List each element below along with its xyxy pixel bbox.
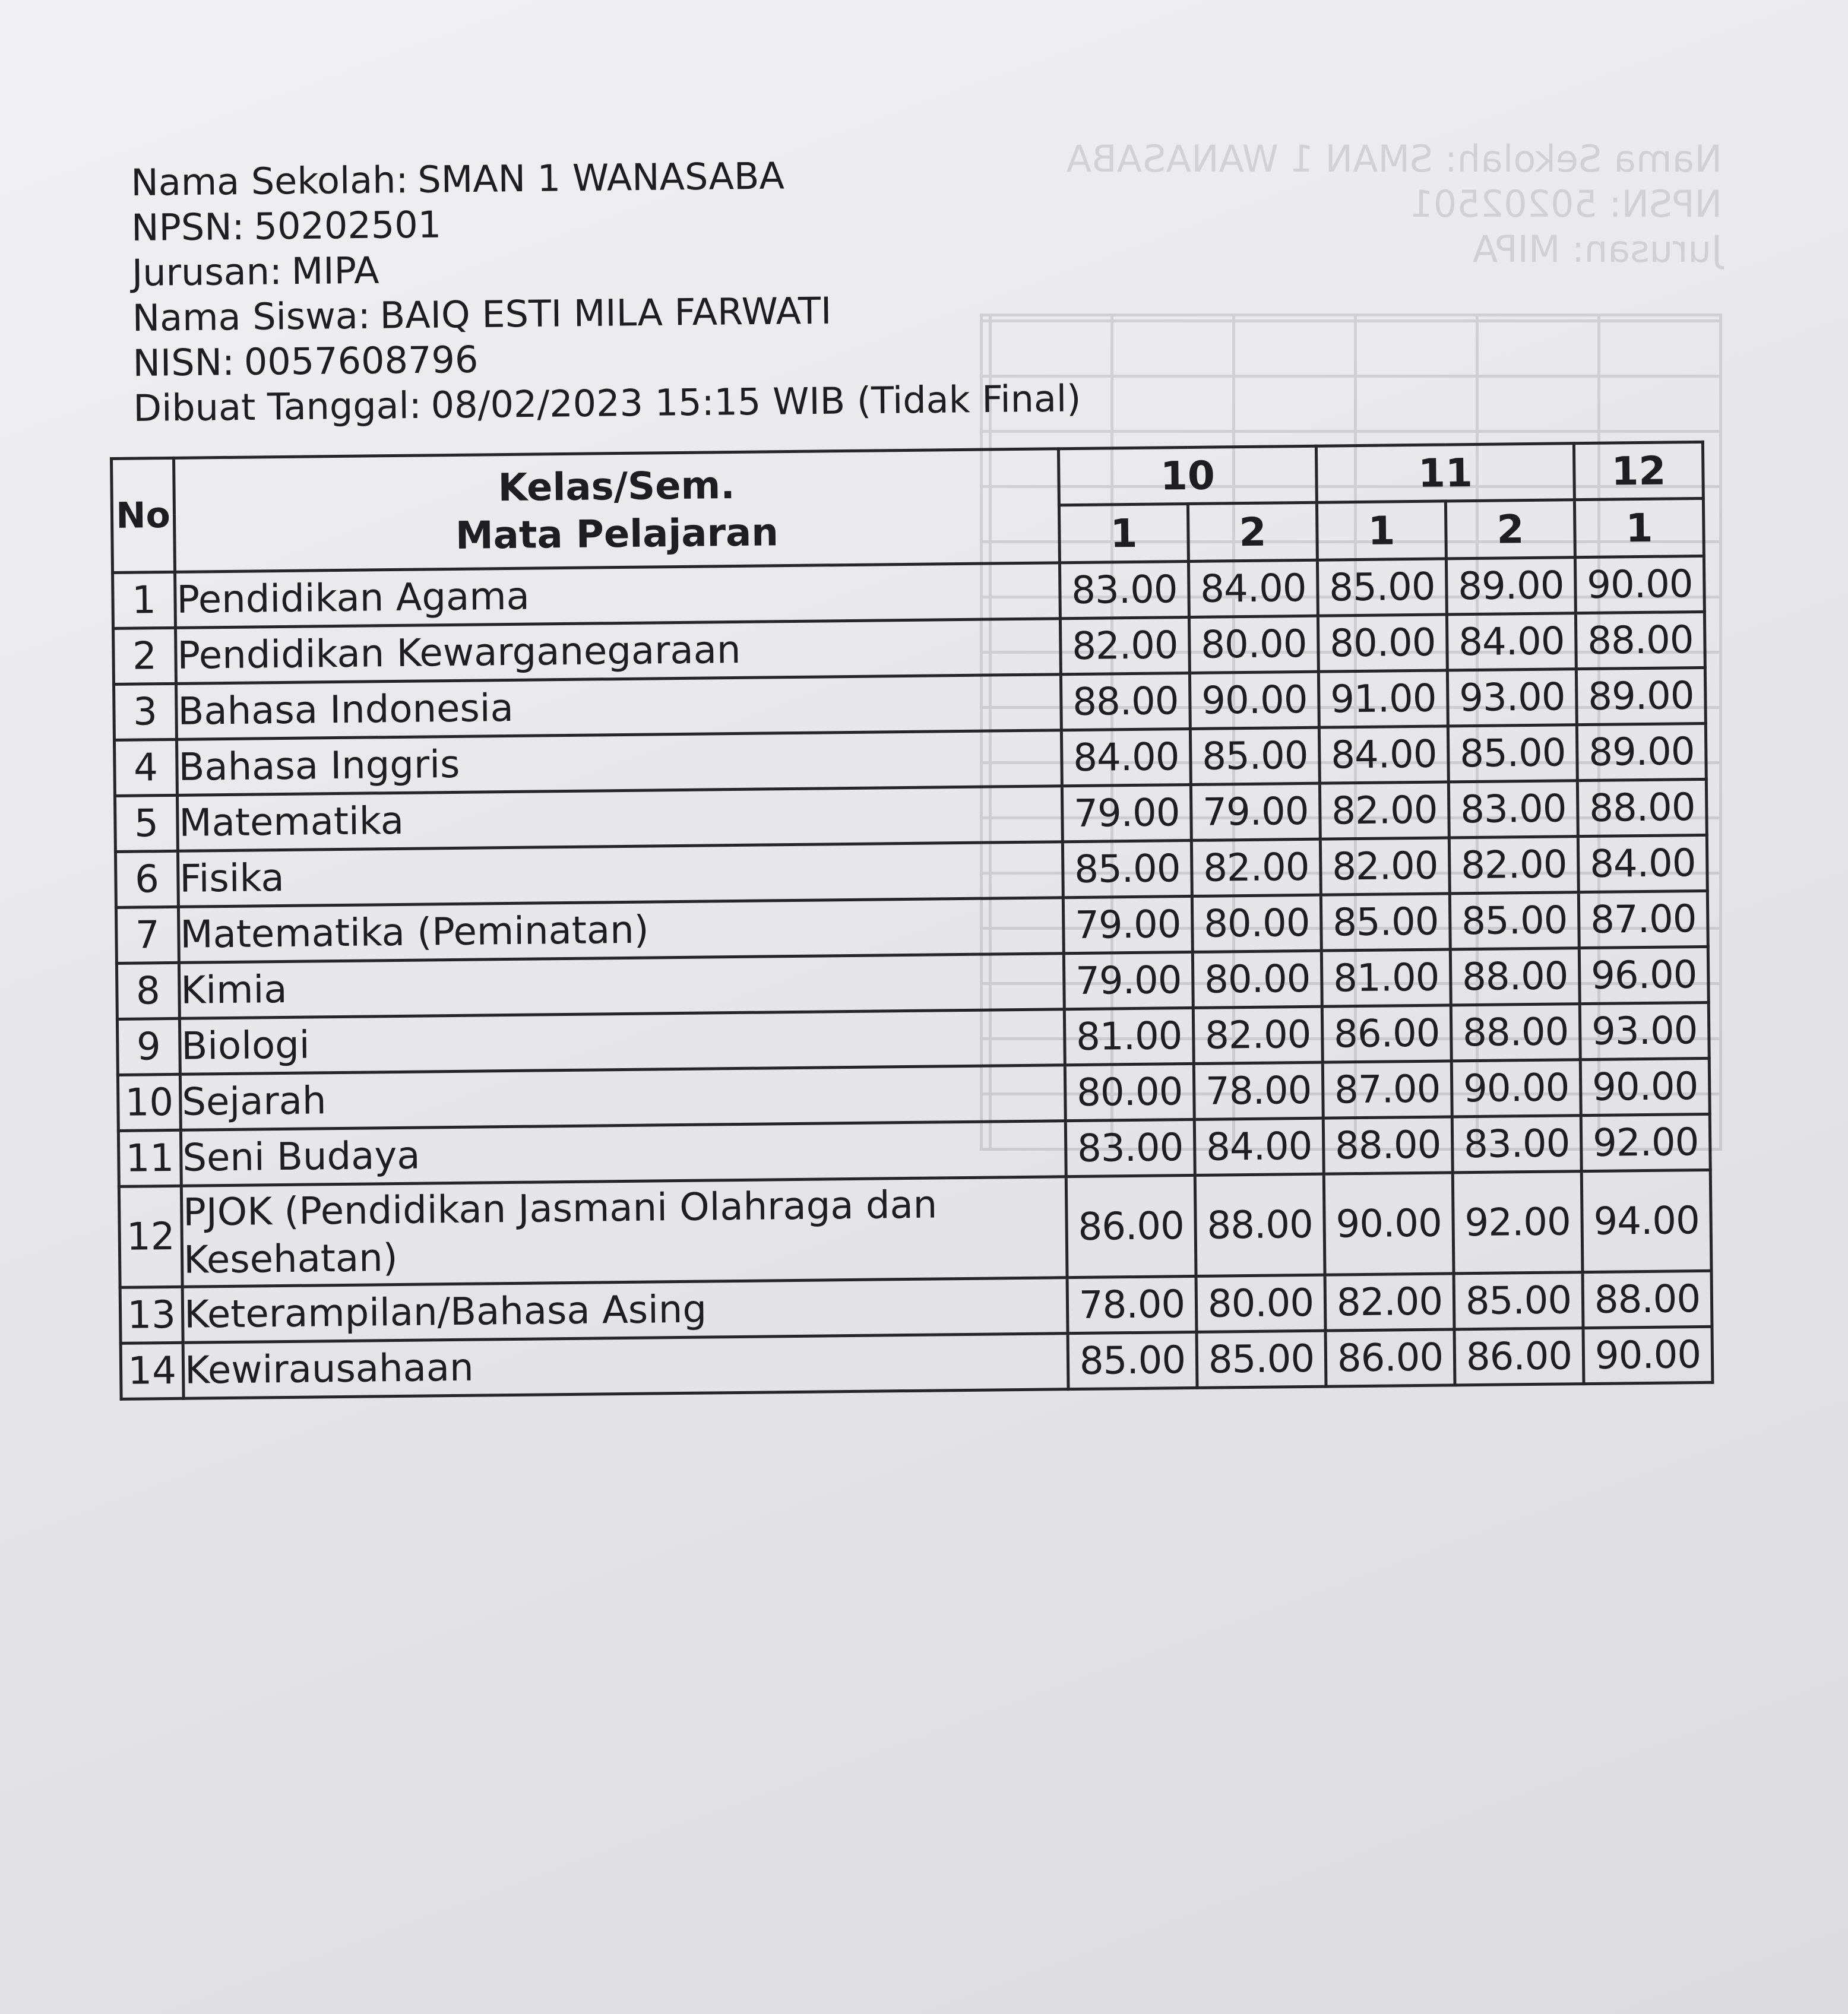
nisn-value: 0057608796 [243,337,479,384]
score-cell: 84.00 [1061,729,1191,786]
score-cell: 84.00 [1194,1118,1324,1175]
score-cell: 89.00 [1576,667,1705,724]
score-cell: 85.00 [1062,840,1192,897]
grades-table-head [112,442,1704,572]
npsn-label: NPSN: [131,205,245,249]
score-cell: 79.00 [1064,952,1193,1009]
subject-name: PJOK (Pendidikan Jasmani Olahraga dan Kesehatan) [181,1177,1067,1287]
score-cell: 93.00 [1447,669,1577,726]
grade-11-semester-1-header: 1 [1317,501,1446,560]
school-name-label: Nama Sekolah: [131,158,409,204]
score-cell: 93.00 [1580,1002,1709,1059]
grade-10-semester-1-header: 1 [1059,504,1188,562]
created-date-label: Dibuat Tanggal: [132,383,422,430]
score-cell: 88.00 [1583,1271,1712,1328]
grade-10-header: 10 [1058,446,1317,505]
score-cell: 79.00 [1191,783,1320,840]
score-cell: 92.00 [1581,1114,1710,1171]
score-cell: 85.00 [1190,727,1319,784]
row-number: 6 [115,851,178,907]
subject-name: Sejarah [180,1065,1065,1130]
subject-name: Keterampilan/Bahasa Asing [182,1278,1068,1343]
score-cell: 79.00 [1062,784,1191,841]
student-name-label: Nama Siswa: [132,293,371,340]
score-cell: 85.00 [1454,1272,1583,1329]
table-row [119,1170,1711,1287]
subject-name: Bahasa Inggris [176,730,1062,796]
score-cell: 83.00 [1452,1116,1581,1173]
student-info-header [131,150,1081,431]
school-name-value: SMAN 1 WANASABA [417,154,785,201]
student-name-value: BAIQ ESTI MILA FARWATI [379,289,832,337]
score-cell: 84.00 [1319,726,1448,783]
score-cell: 78.00 [1194,1062,1323,1119]
grade-11-semester-2-header: 2 [1445,500,1575,559]
subject-name: Kimia [179,954,1064,1019]
major-value: MIPA [291,248,379,293]
score-cell: 82.00 [1319,782,1449,839]
grade-12-semester-1-header: 1 [1574,498,1704,557]
row-number: 8 [116,962,179,1019]
row-number: 14 [121,1342,183,1399]
subject-name: Pendidikan Kewarganegaraan [176,619,1061,684]
score-cell: 90.00 [1580,1058,1710,1115]
created-date-value: 08/02/2023 15:15 WIB (Tidak Final) [431,376,1081,427]
subject-name: Biologi [179,1009,1065,1075]
row-number: 13 [120,1287,183,1343]
subject-header-line2: Mata Pelajaran [455,510,779,558]
score-cell: 89.00 [1446,558,1575,615]
subject-name: Matematika [177,786,1062,851]
subject-header-line1: Kelas/Sem. [498,463,735,510]
subject-name: Pendidikan Agama [175,563,1061,628]
row-number: 2 [113,628,176,684]
row-number: 7 [116,907,179,963]
score-cell: 88.00 [1323,1117,1453,1174]
score-cell: 82.00 [1320,838,1450,895]
score-cell: 84.00 [1578,835,1707,892]
score-cell: 83.00 [1059,561,1189,618]
score-cell: 83.00 [1448,781,1578,838]
score-cell: 86.00 [1066,1175,1196,1277]
score-cell: 82.00 [1191,839,1321,896]
score-cell: 78.00 [1067,1276,1197,1333]
score-cell: 81.00 [1321,949,1451,1006]
subject-name: Matematika (Peminatan) [178,898,1064,963]
score-cell: 90.00 [1324,1173,1454,1275]
grades-table-body [113,556,1713,1399]
score-cell: 80.00 [1318,615,1447,672]
no-column-header: No [112,458,175,572]
row-number: 11 [118,1130,181,1186]
grades-table-wrapper [110,441,1714,1401]
score-cell: 85.00 [1068,1332,1197,1389]
score-cell: 87.00 [1578,891,1708,948]
grade-11-header: 11 [1316,444,1574,503]
score-cell: 87.00 [1322,1061,1452,1118]
score-cell: 88.00 [1451,1004,1580,1061]
row-number: 3 [114,683,177,740]
row-number: 4 [114,739,177,796]
score-cell: 89.00 [1577,723,1706,780]
score-cell: 84.00 [1188,560,1318,617]
score-cell: 82.00 [1449,837,1578,894]
score-cell: 79.00 [1063,896,1192,953]
nisn-label: NISN: [132,340,235,385]
score-cell: 94.00 [1581,1170,1711,1272]
score-cell: 83.00 [1065,1119,1195,1176]
score-cell: 86.00 [1325,1329,1455,1386]
score-cell: 85.00 [1197,1331,1326,1388]
row-number: 10 [118,1074,181,1130]
major-label: Jurusan: [131,249,283,294]
score-cell: 90.00 [1189,672,1319,729]
score-cell: 80.00 [1189,616,1318,673]
score-cell: 82.00 [1060,617,1189,674]
subject-column-header [174,449,1060,572]
score-cell: 84.00 [1447,613,1576,670]
score-cell: 81.00 [1064,1008,1194,1065]
score-cell: 86.00 [1454,1328,1584,1385]
row-number: 9 [117,1018,180,1075]
score-cell: 80.00 [1196,1275,1325,1332]
score-cell: 80.00 [1065,1063,1194,1120]
score-cell: 80.00 [1192,951,1322,1008]
npsn-value: 50202501 [254,202,442,248]
row-number: 1 [113,572,176,628]
score-cell: 90.00 [1583,1326,1713,1383]
subject-name: Fisika [178,842,1063,907]
score-cell: 88.00 [1575,612,1705,669]
score-cell: 88.00 [1577,779,1707,836]
subject-name: Seni Budaya [181,1121,1066,1186]
score-cell: 96.00 [1579,946,1708,1003]
row-number: 5 [115,795,178,851]
score-cell: 85.00 [1317,559,1447,616]
score-cell: 80.00 [1192,895,1321,952]
subject-name: Kewirausahaan [183,1334,1068,1399]
subject-name: Bahasa Indonesia [176,674,1061,740]
score-cell: 88.00 [1195,1174,1325,1276]
score-cell: 82.00 [1193,1006,1322,1063]
score-cell: 86.00 [1322,1005,1451,1062]
score-cell: 85.00 [1450,892,1579,949]
score-cell: 85.00 [1321,894,1450,951]
score-cell: 88.00 [1450,948,1580,1005]
grades-table [110,441,1714,1401]
score-cell: 88.00 [1061,673,1190,730]
score-cell: 91.00 [1318,670,1448,727]
score-cell: 82.00 [1325,1274,1454,1331]
score-cell: 92.00 [1453,1171,1583,1274]
grade-10-semester-2-header: 2 [1188,502,1317,561]
score-cell: 90.00 [1451,1060,1581,1117]
grade-12-header: 12 [1574,442,1703,499]
score-cell: 85.00 [1448,725,1577,782]
row-number: 12 [119,1186,182,1287]
score-cell: 90.00 [1575,556,1704,613]
